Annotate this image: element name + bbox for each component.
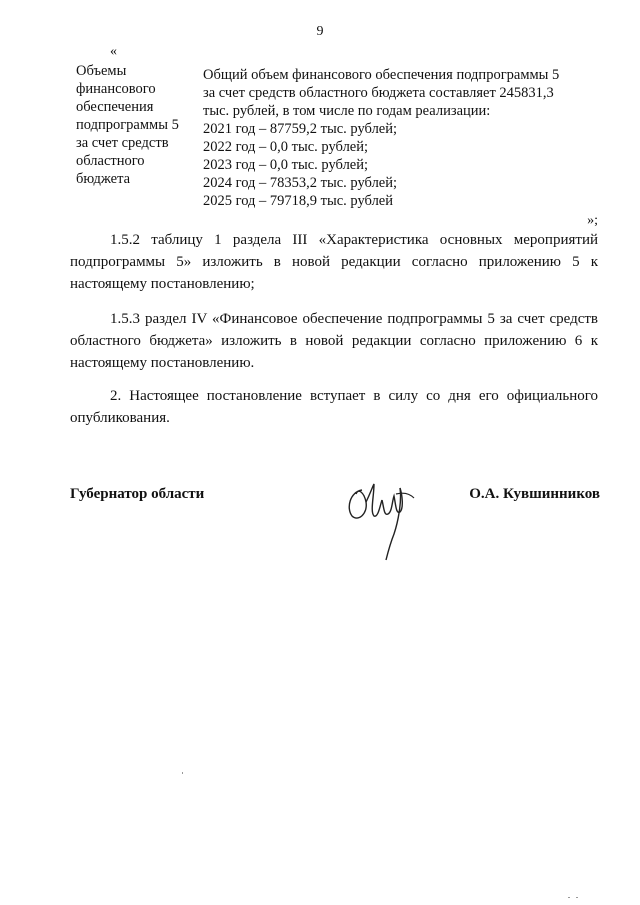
scan-speck bbox=[568, 897, 570, 898]
left-cell-line: бюджета bbox=[76, 171, 131, 187]
closing-quote: »; bbox=[587, 213, 598, 228]
left-cell-line: Объемы bbox=[76, 63, 127, 79]
table-right-cell bbox=[203, 66, 603, 210]
right-cell-line: 2023 год – 0,0 тыс. рублей; bbox=[203, 157, 369, 173]
signer-title: Губернатор области bbox=[70, 486, 205, 502]
paragraph-2: 2. Настоящее постановление вступает в силу со дня его официального опубликования. bbox=[70, 388, 598, 426]
signer-name: О.А. Кувшинников bbox=[469, 486, 600, 502]
scan-speck bbox=[576, 897, 578, 898]
left-cell-line: за счет средств bbox=[76, 135, 169, 151]
paragraph-1-5-3: 1.5.3 раздел IV «Финансовое обеспечение подпрограммы 5 за счет средств областного бюджета» изложить в новой редакции согласно приложению 6 к настоящему постановлению. bbox=[70, 311, 598, 371]
opening-quote: « bbox=[110, 44, 117, 59]
right-cell-line: 2025 год – 79718,9 тыс. рублей bbox=[203, 193, 394, 209]
left-cell-line: областного bbox=[76, 153, 145, 169]
left-cell-line: финансового bbox=[76, 81, 156, 97]
page-number: 9 bbox=[316, 24, 324, 39]
left-cell-line: обеспечения bbox=[76, 99, 154, 115]
scan-speck bbox=[182, 772, 183, 774]
right-cell-line: Общий объем финансового обеспечения подпрограммы 5 bbox=[203, 67, 560, 83]
left-cell-line: подпрограммы 5 bbox=[76, 117, 179, 133]
right-cell-line: тыс. рублей, в том числе по годам реализации: bbox=[203, 103, 491, 119]
right-cell-line: 2022 год – 0,0 тыс. рублей; bbox=[203, 139, 369, 155]
right-cell-line: 2021 год – 87759,2 тыс. рублей; bbox=[203, 121, 398, 137]
table-left-cell bbox=[76, 62, 196, 188]
paragraph-1-5-2: 1.5.2 таблицу 1 раздела III «Характеристика основных мероприятий подпрограммы 5» изложить в новой редакции согласно приложению 5 к настоящему постановлению; bbox=[70, 232, 598, 292]
right-cell-line: 2024 год – 78353,2 тыс. рублей; bbox=[203, 175, 398, 191]
handwritten-signature bbox=[340, 472, 420, 564]
right-cell-line: за счет средств областного бюджета составляет 245831,3 bbox=[203, 85, 554, 101]
